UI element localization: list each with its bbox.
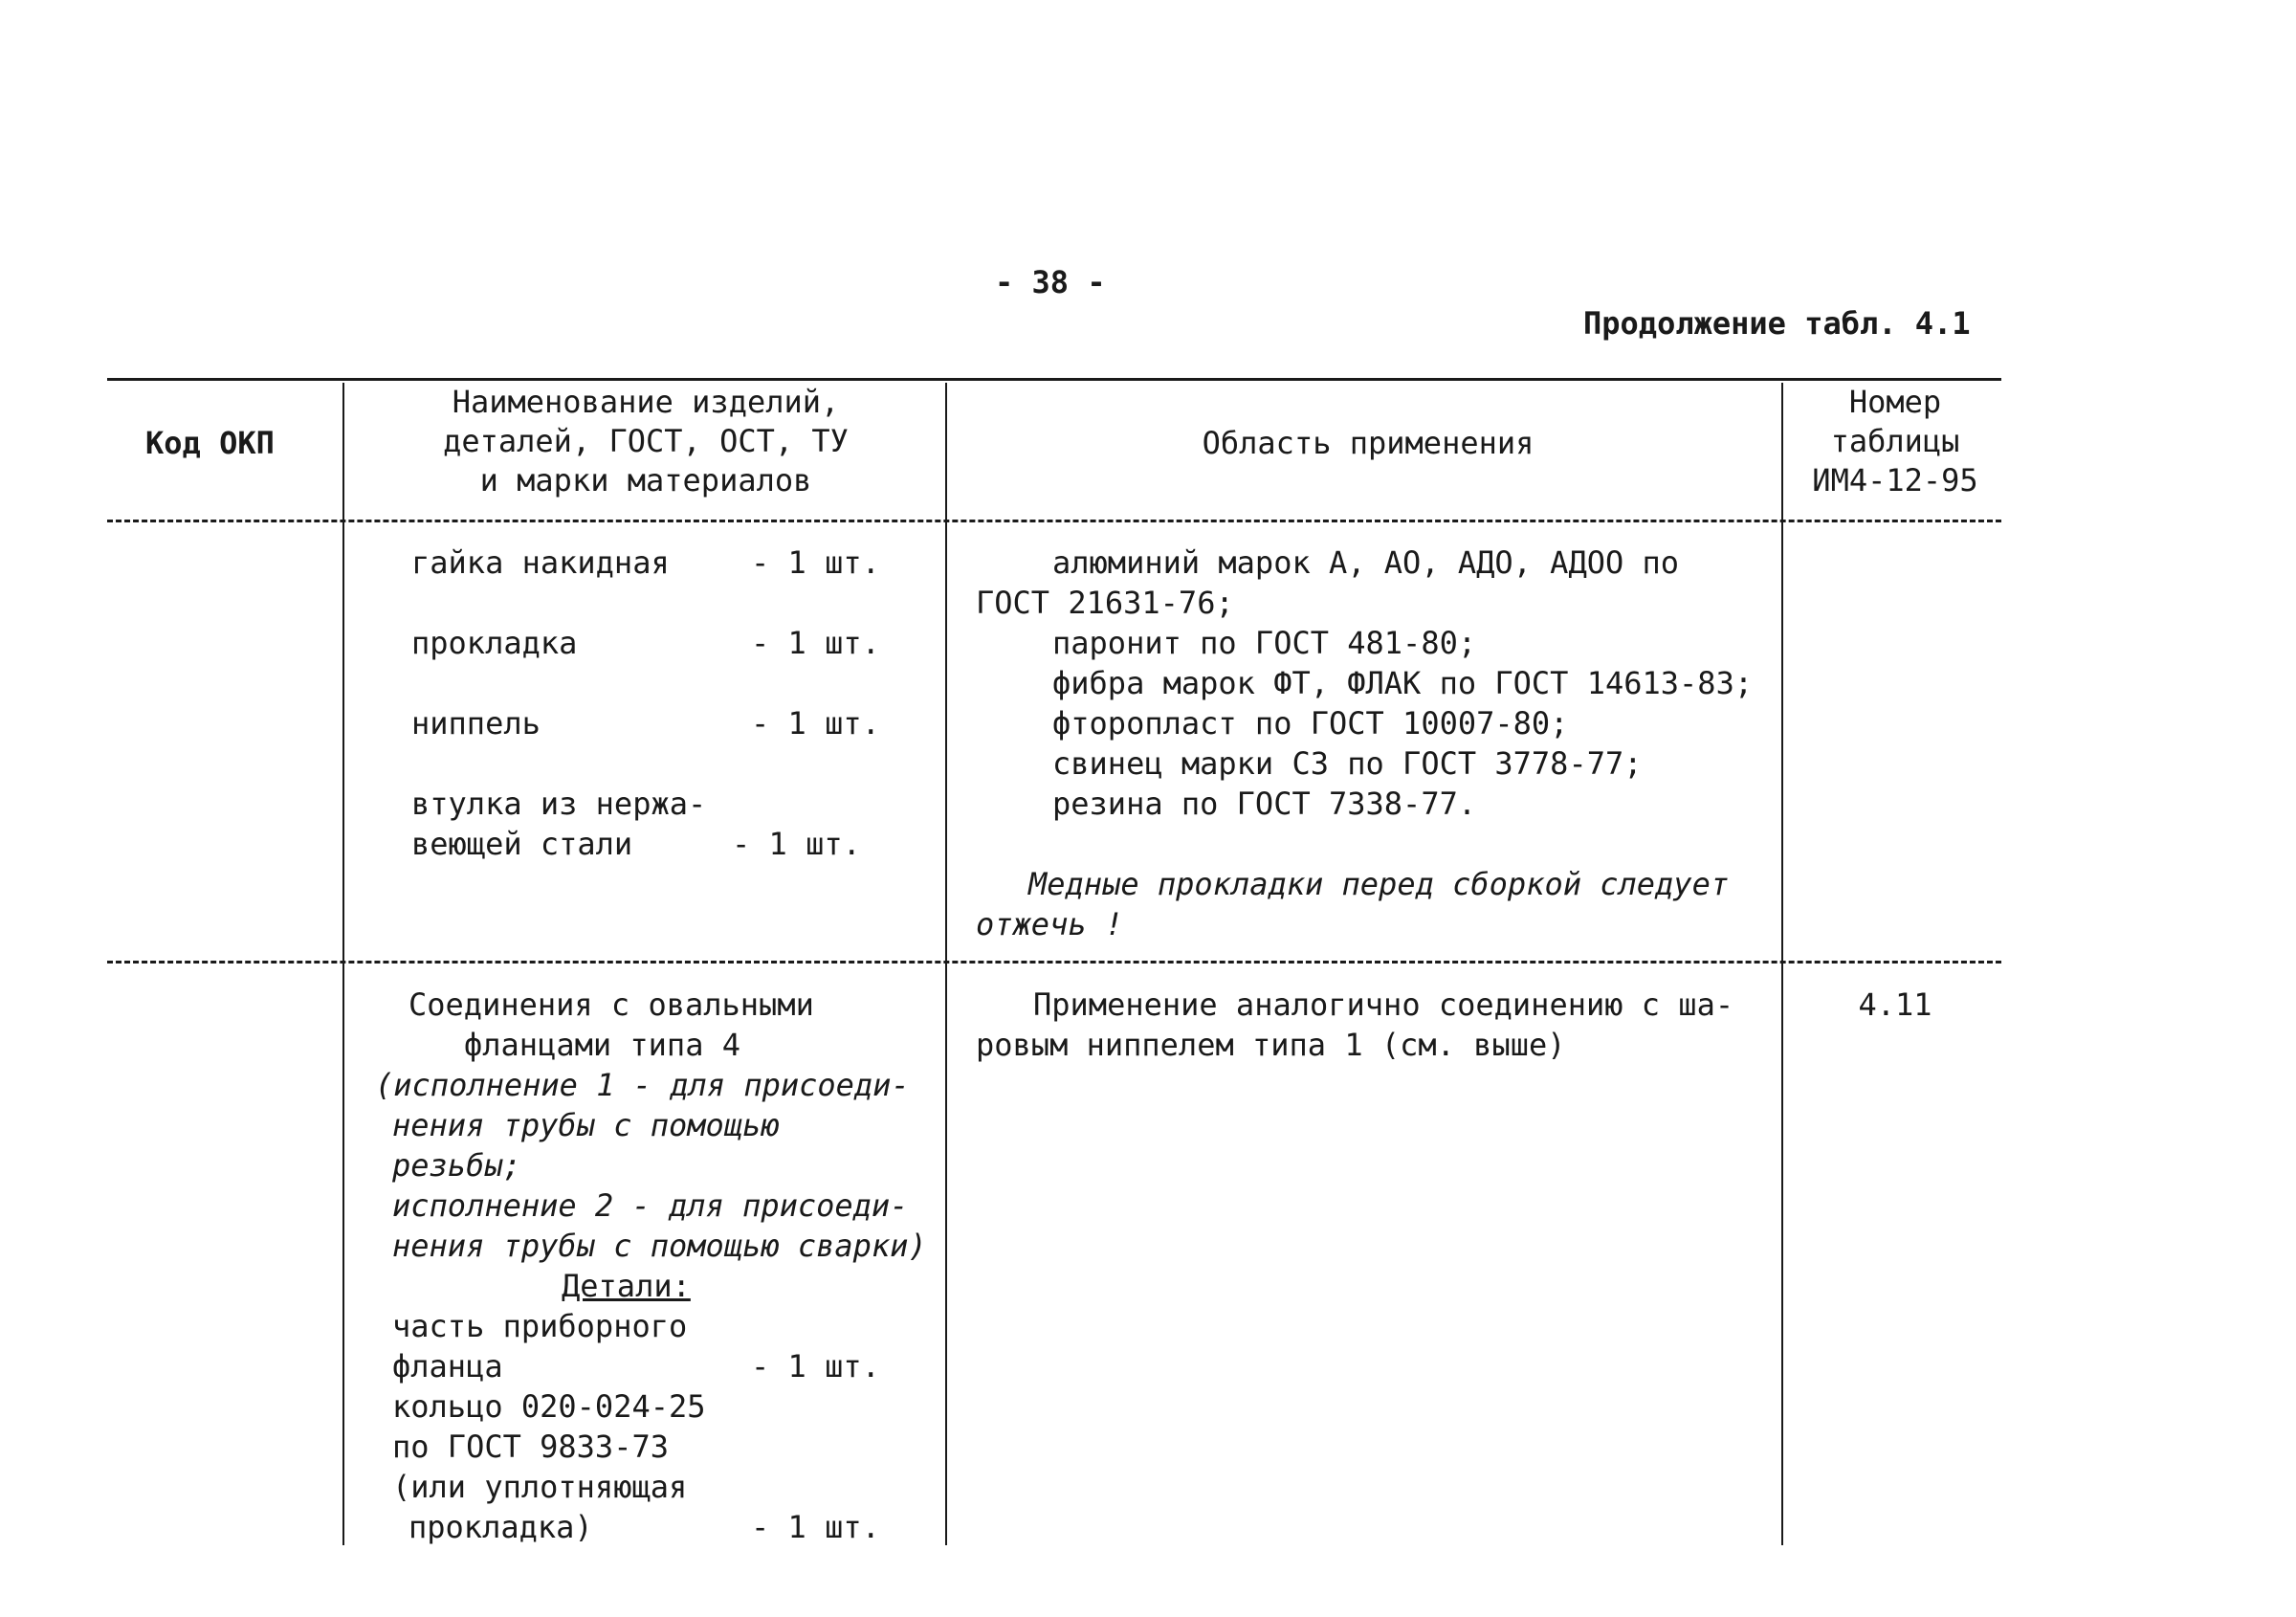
variant-line: исполнение 2 - для присоеди-: [392, 1187, 909, 1224]
header-application-area: Область применения: [1202, 425, 1534, 461]
connection-title: фланцами типа 4: [464, 1027, 740, 1063]
material-line: фторопласт по ГОСТ 10007-80;: [1052, 705, 1569, 742]
part-name: ниппель: [411, 705, 541, 742]
header-name-line-3: и марки материалов: [479, 462, 812, 498]
page-number: - 38 -: [995, 264, 1106, 300]
note-line: отжечь !: [976, 906, 1124, 942]
detail-quantity: - 1 шт.: [751, 1509, 880, 1545]
column-separator-1: [342, 383, 344, 1545]
material-line: резина по ГОСТ 7338-77.: [1052, 786, 1477, 822]
part-quantity: - 1 шт.: [751, 705, 880, 742]
column-separator-3: [1781, 383, 1783, 1545]
part-name: веющей стали: [411, 826, 633, 862]
header-code-okp: Код ОКП: [145, 425, 275, 461]
variant-line: нения трубы с помощью: [392, 1107, 780, 1143]
detail-line: по ГОСТ 9833-73: [392, 1429, 669, 1465]
header-name-line-2: деталей, ГОСТ, ОСТ, ТУ: [443, 423, 849, 459]
table-continuation: Продолжение табл. 4.1: [1583, 305, 1971, 342]
table-number: 4.11: [1858, 986, 1932, 1023]
variant-line: резьбы;: [392, 1147, 521, 1184]
detail-line: часть приборного: [392, 1308, 688, 1344]
table-top-rule: [107, 378, 2001, 381]
note-line: Медные прокладки перед сборкой следует: [1028, 866, 1730, 902]
material-line: паронит по ГОСТ 481-80;: [1052, 625, 1477, 661]
detail-line: фланца: [392, 1348, 503, 1384]
detail-line: (или уплотняющая: [392, 1469, 688, 1505]
material-line: алюминий марок А, АО, АДО, АДОО по: [1052, 544, 1680, 581]
details-label: Детали:: [562, 1268, 691, 1304]
part-quantity: - 1 шт.: [732, 826, 861, 862]
material-line: свинец марки С3 по ГОСТ 3778-77;: [1052, 745, 1643, 782]
header-table-number-line-1: Номер: [1848, 384, 1942, 420]
connection-title: Соединения с овальными: [408, 986, 814, 1023]
detail-line: прокладка): [408, 1509, 593, 1545]
application-text: ровым ниппелем типа 1 (см. выше): [976, 1027, 1566, 1063]
part-name: прокладка: [411, 625, 578, 661]
column-separator-2: [945, 383, 947, 1545]
material-line: ГОСТ 21631-76;: [976, 585, 1234, 621]
part-quantity: - 1 шт.: [751, 544, 880, 581]
header-table-number-line-2: таблицы: [1830, 423, 1960, 459]
part-name: гайка накидная: [411, 544, 670, 581]
header-name-line-1: Наименование изделий,: [452, 384, 840, 420]
header-table-number-line-3: ИМ4-12-95: [1812, 462, 1978, 498]
application-text: Применение аналогично соединению с ша-: [1033, 986, 1734, 1023]
row-divider: [107, 961, 2001, 964]
detail-quantity: - 1 шт.: [751, 1348, 880, 1384]
material-line: фибра марок ФТ, ФЛАК по ГОСТ 14613-83;: [1052, 665, 1754, 701]
part-quantity: - 1 шт.: [751, 625, 880, 661]
variant-line: нения трубы с помощью сварки): [392, 1228, 927, 1264]
variant-line: (исполнение 1 - для присоеди-: [375, 1067, 910, 1103]
part-name: втулка из нержа-: [411, 786, 707, 822]
header-divider: [107, 520, 2001, 522]
detail-line: кольцо 020-024-25: [392, 1388, 706, 1425]
